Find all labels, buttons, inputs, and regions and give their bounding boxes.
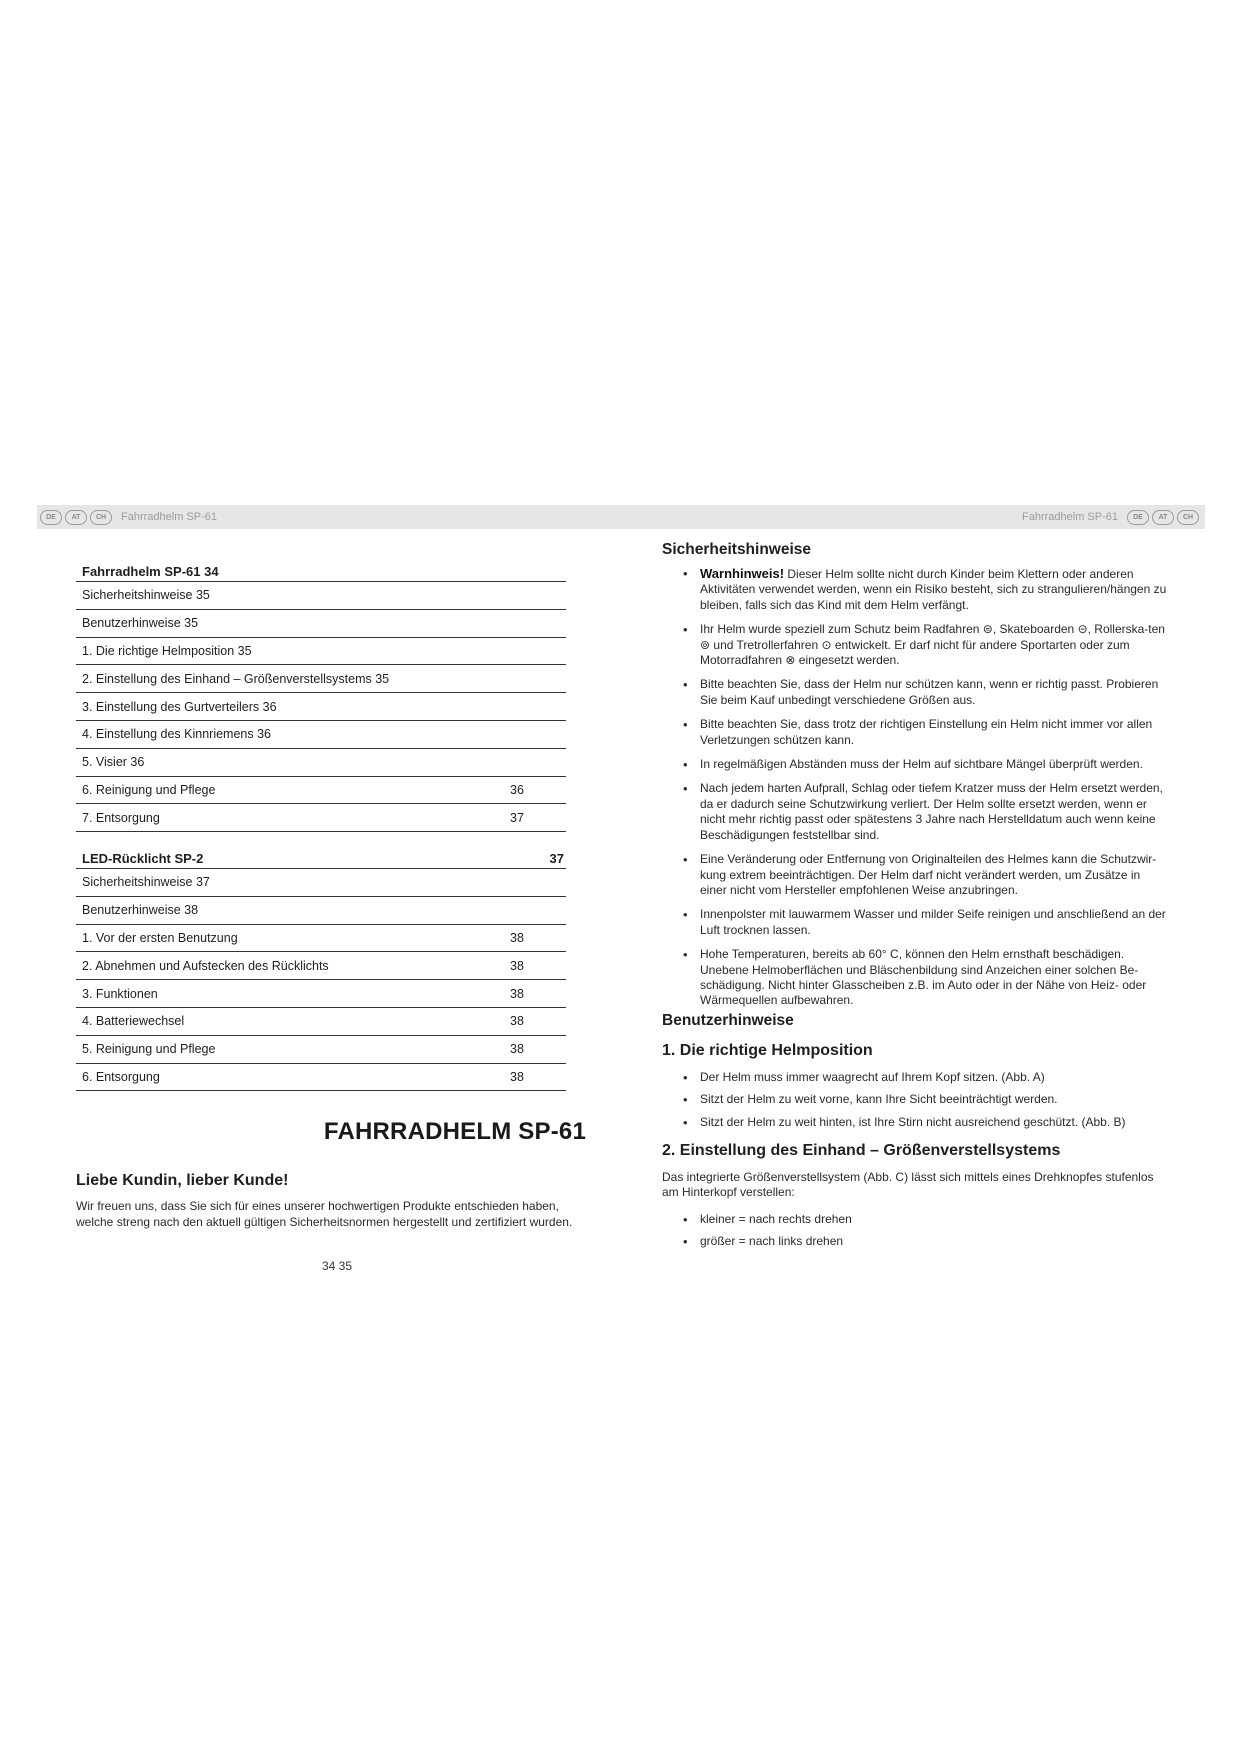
toc-row-page: 38 — [510, 958, 524, 973]
page-numbers: 34 35 — [322, 1259, 353, 1273]
list-item: • kleiner = nach rechts drehen — [662, 1212, 1170, 1227]
toc-heading[interactable] — [76, 561, 566, 582]
toc-row-label: 2. Einstellung des Einhand – Größenverstellsystems 35 — [82, 671, 390, 686]
toc-row-page: 36 — [510, 782, 524, 797]
list-item: • Nach jedem harten Aufprall, Schlag oder tiefem Kratzer muss der Helm ersetzt werden, da er dadurch seine Schutzwirkung verliert. Der Helm sollte ersetzt werden, wenn er nicht mehr richtig passt oder spätestens 3 Jahre nach Herstelldatum auch wenn keine Beschädigungen feststellbar sind. — [662, 781, 1170, 843]
list-item: • Ihr Helm wurde speziell zum Schutz beim Radfahren ⊜, Skateboarden ⊝, Rollerska-ten ⊚ und Tretrollerfahren ⊙ entwickelt. Er darf nicht für andere Sportarten oder zum Motorradfahren ⊗ eingesetzt werden. — [662, 622, 1170, 668]
toc-row-label: 1. Vor der ersten Benutzung — [82, 930, 238, 945]
product-title: FAHRRADHELM SP-61 — [323, 1118, 586, 1145]
header-title-right: Fahrradhelm SP-61 — [1022, 511, 1118, 523]
toc-section-rear-light — [76, 848, 566, 1091]
country-badge-at: AT — [65, 510, 87, 525]
safety-heading: Sicherheitshinweise — [662, 541, 812, 558]
country-badge-de: DE — [40, 510, 62, 525]
list-item: • In regelmäßigen Abständen muss der Helm auf sichtbare Mängel überprüft werden. — [662, 757, 1170, 772]
header-right — [1016, 509, 1199, 525]
list-item: • Sitzt der Helm zu weit hinten, ist Ihre Stirn nicht ausreichend geschützt. (Abb. B) — [662, 1115, 1170, 1130]
toc-row-label: 7. Entsorgung — [82, 810, 160, 825]
list-item: • Hohe Temperaturen, bereits ab 60° C, können den Helm ernsthaft beschädigen. Unebene Helmoberflächen und Bläschenbildung sind Anzeichen einer solchen Be-schädigung. Nicht hinter Glasscheiben z.B. im Auto oder in der Nähe von Heiz- oder Wärmequellen aufbewahren. — [662, 947, 1170, 1009]
toc-row[interactable] — [76, 1036, 566, 1064]
country-badge-ch: CH — [1177, 510, 1199, 525]
toc-heading-label: LED-Rücklicht SP-2 — [82, 851, 204, 866]
adjust-list — [662, 1212, 1170, 1250]
list-item: • Sitzt der Helm zu weit vorne, kann Ihre Sicht beeinträchtigt werden. — [662, 1092, 1170, 1107]
toc-row-page: 38 — [510, 1069, 524, 1084]
position-list-container — [662, 1070, 1170, 1130]
toc-row-label: 3. Funktionen — [82, 986, 158, 1001]
toc-row-label: Sicherheitshinweise 35 — [82, 588, 210, 603]
toc-row-page: 38 — [510, 1042, 524, 1057]
toc-row-page: 37 — [510, 810, 524, 825]
toc-heading[interactable] — [76, 848, 566, 869]
toc-row-label: 5. Reinigung und Pflege — [82, 1042, 216, 1057]
toc-row[interactable] — [76, 749, 566, 777]
toc-row-label: 6. Reinigung und Pflege — [82, 782, 216, 797]
usage-heading: Benutzerhinweise — [662, 1012, 794, 1029]
header-left — [40, 509, 223, 525]
toc-row[interactable] — [76, 897, 566, 925]
country-badge-at: AT — [1152, 510, 1174, 525]
toc-row[interactable] — [76, 693, 566, 721]
toc-row-label: 4. Einstellung des Kinnriemens 36 — [82, 727, 272, 742]
position-list — [662, 1070, 1170, 1130]
toc-heading-page: 37 — [549, 851, 564, 866]
toc-row-label: Benutzerhinweise 35 — [82, 616, 199, 631]
toc-row-label: 3. Einstellung des Gurtverteilers 36 — [82, 699, 277, 714]
toc-row[interactable] — [76, 980, 566, 1008]
list-item: • Bitte beachten Sie, dass der Helm nur schützen kann, wenn er richtig passt. Probieren Sie beim Kauf unbedingt verschiedene Größen aus. — [662, 677, 1170, 708]
toc-row-label: 1. Die richtige Helmposition 35 — [82, 643, 252, 658]
toc-row-page: 38 — [510, 986, 524, 1001]
position-heading: 1. Die richtige Helmposition — [662, 1042, 873, 1059]
toc-row[interactable] — [76, 1008, 566, 1036]
toc-row[interactable] — [76, 952, 566, 980]
toc-row[interactable] — [76, 638, 566, 666]
toc-row-label: 4. Batteriewechsel — [82, 1014, 185, 1029]
warning-text: Dieser Helm sollte nicht durch Kinder beim Klettern oder anderen Aktivitäten verwendet werden, wenn ein Risiko besteht, sich zu strangulieren/hängen zu bleiben, falls sich das Kind mit dem Helm verfängt. — [700, 567, 1167, 612]
intro-paragraph: Wir freuen uns, dass Sie sich für eines unserer hochwertigen Produkte entschieden haben, welche streng nach den aktuell gültigen Sicherheitsnormen hergestellt und zertifiziert wurden. — [76, 1199, 573, 1229]
country-badge-de: DE — [1127, 510, 1149, 525]
safety-list-container — [662, 566, 1170, 1009]
toc-row-label: Benutzerhinweise 38 — [82, 903, 199, 918]
list-item: • Der Helm muss immer waagrecht auf Ihrem Kopf sitzen. (Abb. A) — [662, 1070, 1170, 1085]
toc-row-page: 38 — [510, 1014, 524, 1029]
adjust-list-container — [662, 1212, 1170, 1250]
toc-row[interactable] — [76, 869, 566, 897]
list-item: • Innenpolster mit lauwarmem Wasser und milder Seife reinigen und anschließend an der Luft trocknen lassen. — [662, 907, 1170, 938]
toc-row[interactable] — [76, 610, 566, 638]
toc-row-label: 5. Visier 36 — [82, 755, 145, 770]
toc-row[interactable] — [76, 777, 566, 805]
list-item — [662, 566, 1170, 613]
toc-heading-label: Fahrradhelm SP-61 34 — [82, 564, 219, 579]
toc-row[interactable] — [76, 582, 566, 610]
greeting-heading: Liebe Kundin, lieber Kunde! — [76, 1172, 289, 1189]
toc-section-helmet — [76, 561, 566, 832]
list-item: • Bitte beachten Sie, dass trotz der richtigen Einstellung ein Helm nicht immer vor allen Verletzungen schützen kann. — [662, 717, 1170, 748]
toc-row[interactable] — [76, 925, 566, 953]
toc-row-label: 6. Entsorgung — [82, 1069, 160, 1084]
toc-row-label: Sicherheitshinweise 37 — [82, 875, 210, 890]
adjust-paragraph: Das integrierte Größenverstellsystem (Abb. C) lässt sich mittels eines Drehknopfes stufenlos am Hinterkopf verstellen: — [662, 1170, 1154, 1200]
adjust-heading: 2. Einstellung des Einhand – Größenverstellsystems — [662, 1142, 1061, 1159]
toc-row[interactable] — [76, 804, 566, 832]
list-item: • größer = nach links drehen — [662, 1234, 1170, 1249]
toc-row[interactable] — [76, 1064, 566, 1092]
warning-label: Warnhinweis! — [700, 566, 785, 581]
toc-row-label: 2. Abnehmen und Aufstecken des Rücklichts — [82, 958, 329, 973]
safety-list — [662, 566, 1170, 1009]
header-title-left: Fahrradhelm SP-61 — [121, 511, 217, 523]
toc-row[interactable] — [76, 721, 566, 749]
list-item: • Eine Veränderung oder Entfernung von Originalteilen des Helmes kann die Schutzwir-kung extrem beeinträchtigen. Der Helm darf nicht verändert werden, um Zusätze in einer nicht vom Hersteller empfohlenen Weise anzubringen. — [662, 852, 1170, 898]
toc-row-page: 38 — [510, 930, 524, 945]
toc-row[interactable] — [76, 665, 566, 693]
country-badge-ch: CH — [90, 510, 112, 525]
